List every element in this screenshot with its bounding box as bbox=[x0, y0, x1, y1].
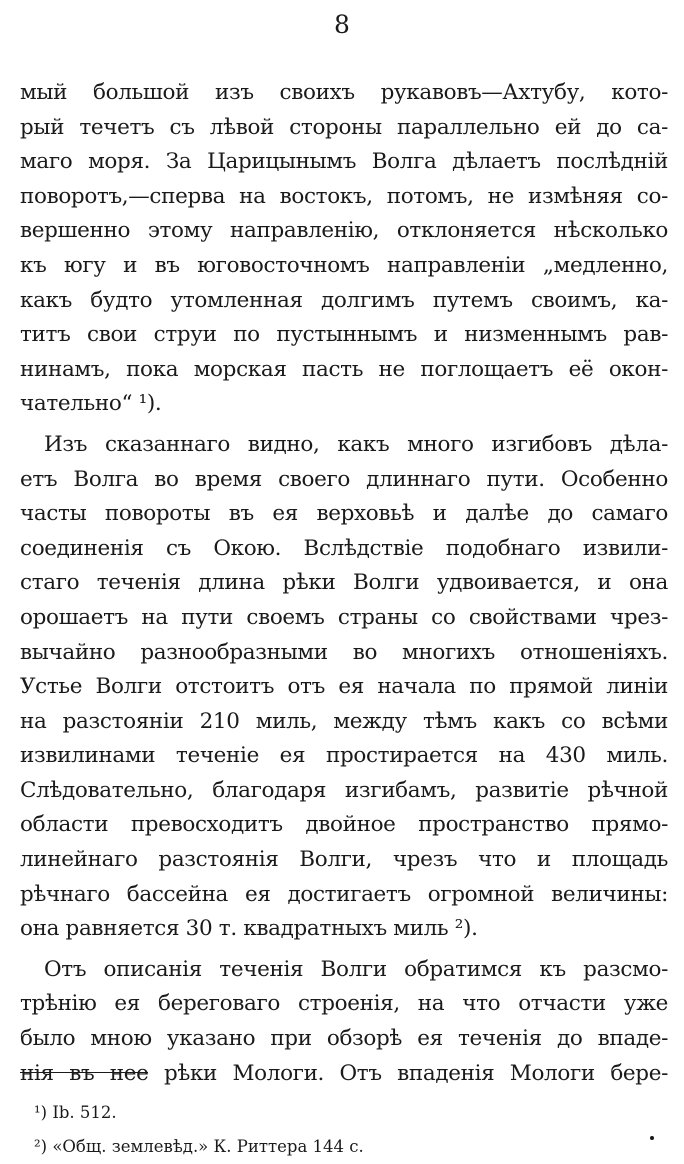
text-line: мый большой изъ своихъ рукавовъ—Ахтубу, кото- bbox=[20, 80, 668, 105]
footnote-mark: ¹) bbox=[34, 1103, 48, 1122]
text-line: было мною указано при обзорѣ ея теченiя до впаде- bbox=[20, 1026, 668, 1052]
paragraph-2 bbox=[20, 428, 668, 947]
text-line: нiя въ нее рѣки Мологи. Отъ впаденiя Мологи бере- bbox=[20, 1060, 668, 1086]
footnote-2 bbox=[34, 1130, 664, 1164]
text-line: вычайно разнообразными во многихъ отношенiяхъ. bbox=[20, 639, 668, 665]
body-text bbox=[20, 76, 668, 1091]
text-line: рѣчнаго бассейна ея достигаетъ огромной величины: bbox=[20, 881, 668, 907]
text-line: вершенно этому направленiю, отклоняется нѣсколько bbox=[20, 218, 668, 244]
footnote-1 bbox=[34, 1096, 664, 1130]
text-line: стаго теченiя длина рѣки Волги удвоивается, и она bbox=[20, 570, 668, 596]
text-line: нинамъ, пока морская пасть не поглощаетъ её окон- bbox=[20, 356, 668, 382]
text-line: маго моря. За Царицынымъ Волга дѣлаетъ послѣднiй bbox=[20, 149, 668, 175]
text-line: Слѣдовательно, благодаря изгибамъ, развитiе рѣчной bbox=[20, 777, 668, 803]
text-line: чательно“ ¹). bbox=[20, 391, 162, 417]
footnotes bbox=[34, 1096, 664, 1164]
text-line: извилинами теченiе ея простирается на 430 миль. bbox=[20, 743, 668, 769]
text-line: соединенiя съ Окою. Вслѣдствiе подобнаго извили- bbox=[20, 535, 668, 561]
footnote-divider bbox=[20, 1072, 148, 1073]
text-line: линейнаго разстоянiя Волги, чрезъ что и площадь bbox=[20, 847, 668, 873]
text-line: области превосходитъ двойное пространство прямо- bbox=[20, 812, 668, 838]
text-line: какъ будто утомленная долгимъ путемъ своимъ, ка- bbox=[20, 287, 668, 313]
page-number: 8 bbox=[334, 10, 350, 39]
footnote-text: Ib. 512. bbox=[52, 1103, 117, 1122]
footnote-mark: ²) bbox=[34, 1137, 48, 1156]
text-line: титъ свои струи по пустыннымъ и низменнымъ рав- bbox=[20, 322, 668, 348]
text-line: поворотъ,—сперва на востокъ, потомъ, не измѣняя со- bbox=[20, 183, 668, 209]
print-speck bbox=[650, 1136, 654, 1140]
text-line: трѣнiю ея береговаго строенiя, на что отчасти уже bbox=[20, 991, 668, 1017]
text-line: орошаетъ на пути своемъ страны со свойствами чрез- bbox=[20, 604, 668, 630]
text-line: Устье Волги отстоитъ отъ ея начала по прямой линiи bbox=[20, 674, 668, 700]
text-line: Отъ описанiя теченiя Волги обратимся къ разсмо- bbox=[44, 956, 668, 982]
text-line: часты повороты въ ея верховьѣ и далѣе до самаго bbox=[20, 501, 668, 527]
text-line: къ югу и въ юговосточномъ направленiи „медленно, bbox=[20, 252, 668, 278]
paragraph-1 bbox=[20, 76, 668, 422]
text-line: рый течетъ съ лѣвой стороны параллельно ей до са- bbox=[20, 114, 668, 140]
text-line: Изъ сказаннаго видно, какъ много изгибовъ дѣла- bbox=[44, 431, 668, 457]
text-line: она равняется 30 т. квадратныхъ миль ²). bbox=[20, 916, 478, 942]
text-line: на разстоянiи 210 миль, между тѣмъ какъ со всѣми bbox=[20, 708, 668, 734]
text-line: етъ Волга во время своего длиннаго пути. Особенно bbox=[20, 466, 668, 492]
paragraph-3 bbox=[20, 953, 668, 1091]
footnote-text: «Общ. землевѣд.» К. Риттера 144 с. bbox=[52, 1137, 364, 1156]
